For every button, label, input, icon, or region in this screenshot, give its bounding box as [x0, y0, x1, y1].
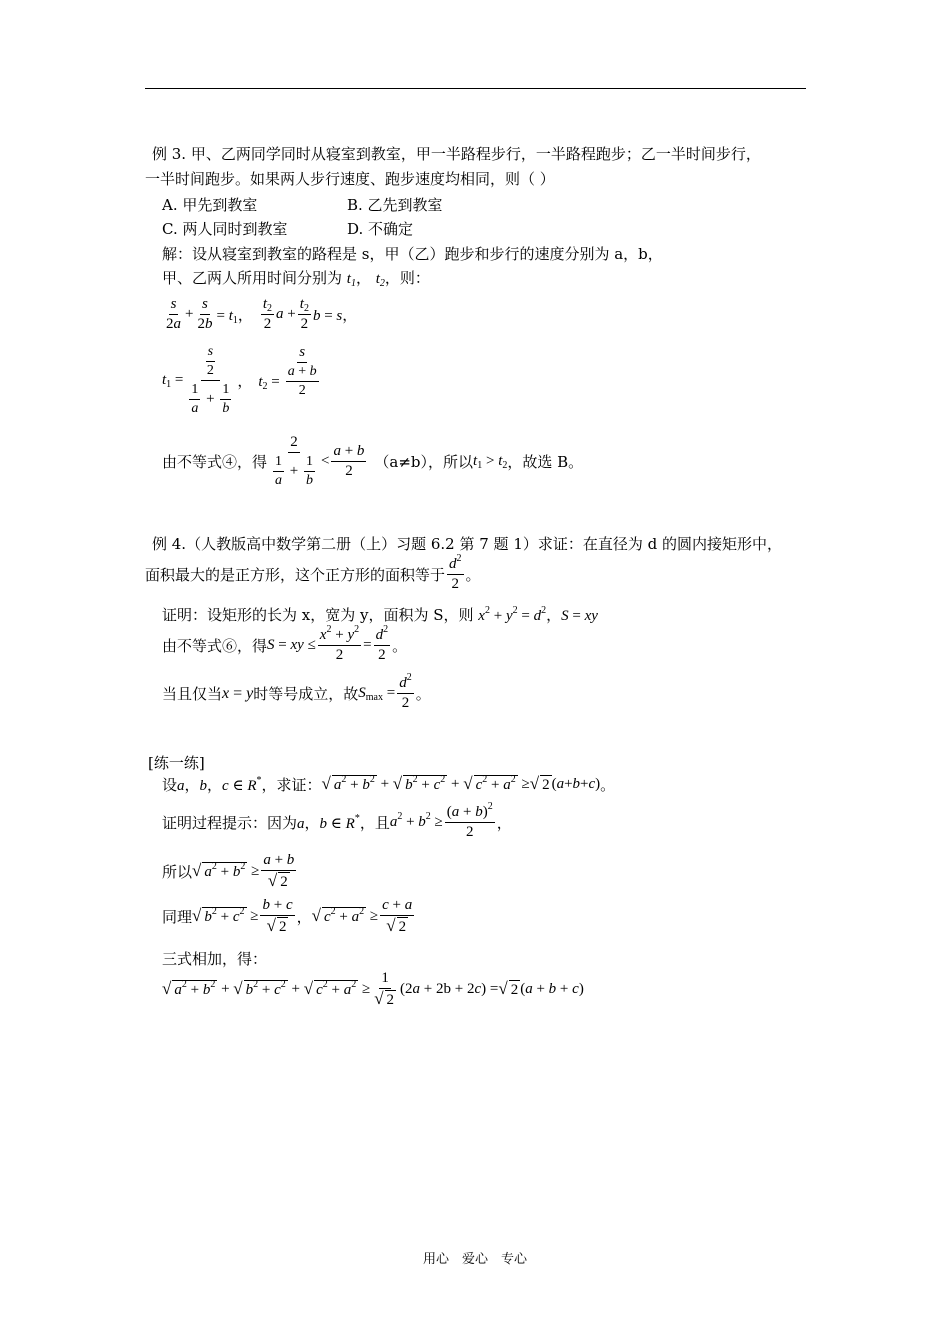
- ex3-option-d: D. 不确定: [347, 220, 414, 238]
- practice-hint-3: 同理 √ $b^2 + c^2$ ≥ b + c √ 2 ， √ $c^2 + a^2$ ≥ c + a √ 2: [162, 897, 413, 936]
- header-rule: [145, 88, 806, 89]
- ex3-option-a: A. 甲先到教室: [162, 196, 258, 214]
- practice-hint-4: 三式相加，得：: [162, 950, 268, 968]
- math-t1: $t_1$: [346, 271, 356, 289]
- ex3-option-c: C. 两人同时到教室: [162, 220, 288, 238]
- practice-final-inequality: √ $a^2 + b^2$ + √ $b^2 + c^2$ + √ $c^2 + a^2$ ≥ 1 √ 2 (2a + 2b + 2c) = √ 2 (a + b + c): [162, 970, 584, 1009]
- ex3-option-b: B. 乙先到教室: [347, 196, 443, 214]
- practice-hint-2: 所以 √ $a^2 + b^2$ ≥ a + b √ 2: [162, 852, 295, 891]
- math-t2: $t_2$: [375, 271, 385, 289]
- ex4-proof-line2: 由不等式⑥，得 S = xy ≤ $\frac{x^2 + y^2}{2}$ = $\frac{d^2}{2}$ 。: [162, 624, 408, 664]
- page-footer: 用心 爱心 专心: [422, 1252, 527, 1267]
- ex4-line1: 例 4.（人教版高中数学第二册（上）习题 6.2 第 7 题 1）求证：在直径为 d 的圆内接矩形中，: [152, 535, 783, 553]
- ex3-inequality: 由不等式④，得 2 $\frac{1}{a}$ + $\frac{1}{b}$ < $\frac{a + b}{2}$ （a≠b），所以 $t_1 > t_2$ ，故选 B。: [162, 434, 584, 489]
- ex4-proof-line3: 当且仅当 x = y 时等号成立，故 $S_{max}$ = $\frac{d^2}{2}$ 。: [162, 672, 431, 712]
- practice-question: 设 a，b，c ∈ R* ，求证： √ $a^2 + b^2$ + √ $b^2 + c^2$ + √ $c^2 + a^2$ ≥ √ 2 ( a + b + c ) 。: [162, 774, 616, 794]
- ex3-line1: 例 3. 甲、乙两同学同时从寝室到教室，甲一半路程步行，一半路程跑步；乙一半时间步行，: [152, 145, 761, 163]
- ex3-equations-1: $\frac{s}{2a}$ + $\frac{s}{2b}$ = $t_1$， $\frac{t_2}{2}$ a + $\frac{t_2}{2}$ b = s，: [166, 296, 358, 333]
- ex3-line2: 一半时间跑步。如果两人步行速度、跑步速度均相同，则（ ）: [145, 170, 555, 188]
- ex3-solution-line2: 甲、乙两人所用时间分别为 $t_1$， $t_2$，则：: [162, 269, 430, 289]
- ex4-line2: 面积最大的是正方形，这个正方形的面积等于 $\frac{d^2}{2}$ 。: [145, 553, 481, 593]
- practice-title: [练一练]: [148, 754, 205, 772]
- practice-hint-1: 证明过程提示：因为 a，b ∈ R* ，且 $a^2 + b^2$ ≥ $\frac{(a + b)^2}{2}$ ，: [162, 801, 512, 841]
- ex3-solution-line1: 解：设从寝室到教室的路程是 s，甲（乙）跑步和步行的速度分别为 a，b，: [162, 245, 663, 263]
- ex3-equations-2: $t_1$ = $\frac{s}{2}$ $\frac{1}{a}$ + $\frac{1}{b}$ ， $t_2$ = $\frac{s}{\frac{a + b}{2}}$: [162, 344, 317, 417]
- ex4-proof-line1: 证明：设矩形的长为 x，宽为 y，面积为 S，则 $x^2 + y^2 = d^2$，S = xy: [162, 605, 598, 624]
